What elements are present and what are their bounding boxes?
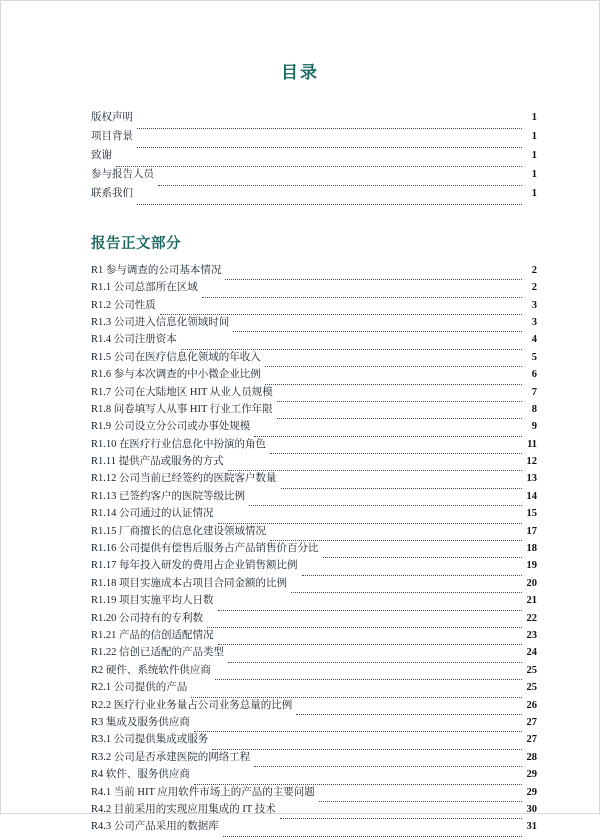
body-entry-page-number: 25 <box>526 664 537 676</box>
toc-entry[interactable] <box>91 788 537 805</box>
section-heading-report-body: 报告正文部分 <box>91 236 181 253</box>
front-matter-entry-page-number: 1 <box>531 131 537 143</box>
toc-entry[interactable] <box>91 509 537 526</box>
body-entry-label: R1.16 公司提供有偿售后服务占产品销售价百分比 <box>91 543 319 555</box>
dot-leader <box>191 697 522 698</box>
toc-entry[interactable] <box>91 770 537 787</box>
body-entry-label: R2.2 医疗行业业务量占公司业务总量的比例 <box>91 699 293 711</box>
toc-entry[interactable] <box>91 683 537 700</box>
toc-entry[interactable] <box>91 614 537 631</box>
dot-leader <box>212 749 522 750</box>
body-entry-page-number: 20 <box>526 577 537 589</box>
body-entry-label: R1.15 厂商擅长的信息化建设领域情况 <box>91 525 267 537</box>
toc-entry[interactable] <box>91 170 537 189</box>
body-entry-page-number: 22 <box>526 612 537 624</box>
body-entry-page-number: 9 <box>531 421 537 433</box>
dot-leader <box>254 766 522 767</box>
body-entry-page-number: 25 <box>526 682 537 694</box>
toc-entry[interactable] <box>91 648 537 665</box>
toc-entry[interactable] <box>91 283 537 300</box>
body-entry-page-number: 29 <box>526 769 537 781</box>
dot-leader <box>137 128 522 129</box>
body-entry-label: R1 参与调查的公司基本情况 <box>91 264 222 276</box>
body-entry-label: R4 软件、服务供应商 <box>91 769 190 781</box>
front-matter-entry-label: 致谢 <box>91 150 112 162</box>
toc-entry[interactable] <box>91 805 537 822</box>
dot-leader <box>281 488 522 489</box>
body-entry-page-number: 24 <box>526 647 537 659</box>
dot-leader <box>160 314 522 315</box>
toc-entry[interactable] <box>91 544 537 561</box>
body-entry-page-number: 5 <box>531 351 537 363</box>
body-entry-label: R1.13 已签约客户的医院等级比例 <box>91 490 246 502</box>
front-matter-entry-label: 项目背景 <box>91 131 133 143</box>
toc-entry[interactable] <box>91 735 537 752</box>
body-entry-label: R1.12 公司当前已经签约的医院客户数量 <box>91 473 277 485</box>
dot-leader <box>137 147 522 148</box>
dot-leader <box>249 505 522 506</box>
body-entry-label: R1.20 公司持有的专利数 <box>91 612 204 624</box>
body-entry-page-number: 7 <box>531 386 537 398</box>
body-entry-page-number: 28 <box>526 751 537 763</box>
body-entry-page-number: 17 <box>526 525 537 537</box>
body-entry-label: R3.1 公司提供集成或服务 <box>91 734 209 746</box>
toc-entry[interactable] <box>91 422 537 439</box>
dot-leader <box>202 297 522 298</box>
body-entry-label: R1.6 参与本次调查的中小微企业比例 <box>91 369 261 381</box>
toc-entry[interactable] <box>91 388 537 405</box>
body-entry-label: R4.1 当前 HIT 应用软件市场上的产品的主要问题 <box>91 786 315 798</box>
toc-entry[interactable] <box>91 474 537 491</box>
dot-leader <box>265 384 522 385</box>
page-title: 目录 <box>281 63 319 82</box>
body-entry-label: R1.8 问卷填写人从事 HIT 行业工作年限 <box>91 403 273 415</box>
body-entry-label: R2 硬件、系统软件供应商 <box>91 664 211 676</box>
body-entry-page-number: 11 <box>527 438 537 450</box>
toc-front-matter-list <box>91 113 537 208</box>
toc-entry[interactable] <box>91 318 537 335</box>
toc-entry[interactable] <box>91 405 537 422</box>
body-entry-page-number: 26 <box>526 699 537 711</box>
body-entry-page-number: 2 <box>531 264 537 276</box>
toc-entry[interactable] <box>91 353 537 370</box>
dot-leader <box>296 714 522 715</box>
dot-leader <box>270 540 522 541</box>
body-entry-page-number: 15 <box>526 508 537 520</box>
toc-entry[interactable] <box>91 596 537 613</box>
body-entry-label: R1.22 信创已适配的产品类型 <box>91 647 225 659</box>
front-matter-entry-label: 联系我们 <box>91 188 133 200</box>
body-entry-label: R4.3 公司产品采用的数据库 <box>91 821 219 833</box>
dot-leader <box>265 366 522 367</box>
toc-entry[interactable] <box>91 579 537 596</box>
body-entry-page-number: 6 <box>531 369 537 381</box>
dot-leader <box>323 557 522 558</box>
body-entry-page-number: 23 <box>526 629 537 641</box>
toc-entry[interactable] <box>91 440 537 457</box>
body-entry-page-number: 30 <box>526 803 537 815</box>
body-entry-label: R1.4 公司注册资本 <box>91 334 177 346</box>
dot-leader <box>158 185 522 186</box>
toc-entry[interactable] <box>91 753 537 770</box>
toc-body-list <box>91 266 537 840</box>
toc-entry[interactable] <box>91 189 537 208</box>
dot-leader <box>233 331 522 332</box>
dot-leader <box>319 801 522 802</box>
dot-leader <box>302 575 522 576</box>
toc-entry[interactable] <box>91 370 537 387</box>
body-entry-page-number: 2 <box>531 282 537 294</box>
dot-leader <box>270 453 522 454</box>
toc-entry[interactable] <box>91 701 537 718</box>
toc-entry[interactable] <box>91 631 537 648</box>
dot-leader <box>218 644 522 645</box>
dot-leader <box>228 470 522 471</box>
dot-leader <box>215 679 522 680</box>
body-entry-page-number: 4 <box>531 334 537 346</box>
front-matter-entry-page-number: 1 <box>531 150 537 162</box>
body-entry-label: R1.18 项目实施成本占项目合同金额的比例 <box>91 577 288 589</box>
toc-entry[interactable] <box>91 822 537 839</box>
dot-leader <box>280 818 522 819</box>
body-entry-page-number: 3 <box>531 299 537 311</box>
front-matter-entry-page-number: 1 <box>531 112 537 124</box>
dot-leader <box>291 592 522 593</box>
toc-entry[interactable] <box>91 561 537 578</box>
body-entry-label: R1.5 公司在医疗信息化领域的年收入 <box>91 351 261 363</box>
dot-leader <box>254 436 522 437</box>
body-entry-page-number: 3 <box>531 316 537 328</box>
toc-entry[interactable] <box>91 666 537 683</box>
dot-leader <box>218 610 522 611</box>
body-entry-label: R1.21 产品的信创适配情况 <box>91 629 214 641</box>
toc-entry[interactable] <box>91 132 537 151</box>
page-content <box>1 1 599 833</box>
body-entry-label: R2.1 公司提供的产品 <box>91 682 188 694</box>
dot-leader <box>277 418 522 419</box>
body-entry-label: R1.14 公司通过的认证情况 <box>91 508 214 520</box>
toc-entry[interactable] <box>91 151 537 170</box>
body-entry-label: R1.1 公司总部所在区域 <box>91 282 198 294</box>
front-matter-entry-page-number: 1 <box>531 169 537 181</box>
body-entry-label: R1.3 公司进入信息化领域时间 <box>91 316 230 328</box>
toc-entry[interactable] <box>91 718 537 735</box>
dot-leader <box>225 279 522 280</box>
toc-entry[interactable] <box>91 457 537 474</box>
toc-entry[interactable] <box>91 527 537 544</box>
body-entry-label: R1.19 项目实施平均人日数 <box>91 595 214 607</box>
body-entry-label: R1.17 每年投入研发的费用占企业销售额比例 <box>91 560 298 572</box>
dot-leader <box>218 523 522 524</box>
toc-entry[interactable] <box>91 301 537 318</box>
body-entry-label: R3 集成及服务供应商 <box>91 716 190 728</box>
body-entry-page-number: 27 <box>526 716 537 728</box>
dot-leader <box>137 204 522 205</box>
dot-leader <box>207 627 522 628</box>
body-entry-page-number: 27 <box>526 734 537 746</box>
dot-leader <box>223 836 522 837</box>
dot-leader <box>277 401 522 402</box>
body-entry-label: R1.11 提供产品或服务的方式 <box>91 456 224 468</box>
body-entry-page-number: 8 <box>531 403 537 415</box>
dot-leader <box>116 166 522 167</box>
dot-leader <box>181 349 522 350</box>
front-matter-entry-label: 参与报告人员 <box>91 169 154 181</box>
body-entry-label: R3.2 公司是否承建医院的网络工程 <box>91 751 251 763</box>
dot-leader <box>194 784 522 785</box>
body-entry-page-number: 18 <box>526 543 537 555</box>
body-entry-page-number: 13 <box>526 473 537 485</box>
front-matter-entry-label: 版权声明 <box>91 112 133 124</box>
dot-leader <box>228 662 522 663</box>
dot-leader <box>194 731 522 732</box>
body-entry-label: R1.7 公司在大陆地区 HIT 从业人员规模 <box>91 386 273 398</box>
body-entry-page-number: 12 <box>526 456 537 468</box>
body-entry-label: R1.10 在医疗行业信息化中扮演的角色 <box>91 438 267 450</box>
body-entry-label: R4.2 目前采用的实现应用集成的 IT 技术 <box>91 803 276 815</box>
toc-entry[interactable] <box>91 113 537 132</box>
body-entry-page-number: 31 <box>526 821 537 833</box>
body-entry-label: R1.9 公司设立分公司或办事处规模 <box>91 421 251 433</box>
body-entry-page-number: 21 <box>526 595 537 607</box>
body-entry-page-number: 19 <box>526 560 537 572</box>
front-matter-entry-page-number: 1 <box>531 188 537 200</box>
toc-entry[interactable] <box>91 335 537 352</box>
body-entry-page-number: 29 <box>526 786 537 798</box>
body-entry-label: R1.2 公司性质 <box>91 299 156 311</box>
toc-entry[interactable] <box>91 492 537 509</box>
toc-entry[interactable] <box>91 266 537 283</box>
body-entry-page-number: 14 <box>526 490 537 502</box>
